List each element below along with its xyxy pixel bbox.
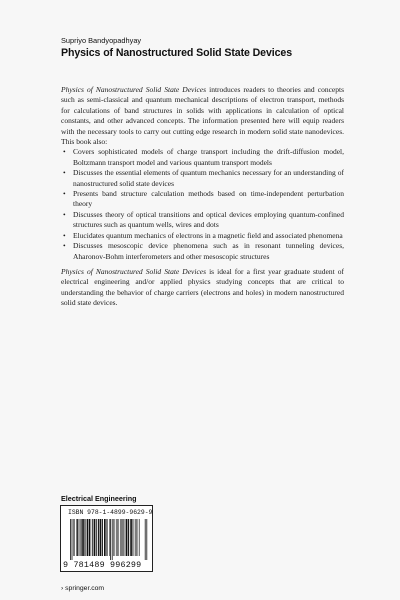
author-name: Supriyo Bandyopadhyay bbox=[61, 36, 142, 45]
barcode-bar bbox=[81, 519, 82, 556]
bullet-icon: • bbox=[63, 147, 66, 157]
barcode-bar bbox=[91, 519, 92, 556]
closing-text: is ideal for a first year graduate student of electrical engineering and/or applied physics studying concepts that are critical to understanding the behavior of charge carriers (electrons and holes) in modern nanostructured solid state devices. bbox=[61, 266, 344, 308]
barcode-bar bbox=[89, 519, 90, 556]
closing-book-title: Physics of Nanostructured Solid State Devices bbox=[61, 266, 207, 276]
list-item-text: Discusses the essential elements of quantum mechanics necessary for an understanding of nanostructured solid state devices bbox=[73, 168, 344, 188]
intro-text: introduces readers to theories and concepts such as semi-classical and quantum mechanical descriptions of electron transport, methods for calculations of band structures in solids with applications in calculation of optical constants, and other advanced concepts. The information presented here will equip readers with the necessary tools to carry out cutting edge research in modern solid state nanodevices. This book also: bbox=[61, 85, 344, 147]
barcode-bar bbox=[84, 519, 85, 556]
barcode-bar bbox=[110, 519, 111, 560]
list-item-text: Discusses theory of optical transitions and optical devices employing quantum-confined structures such as quantum wells, wires and dots bbox=[73, 209, 344, 230]
book-title: Physics of Nanostructured Solid State Devices bbox=[61, 47, 292, 59]
barcode-bar bbox=[74, 519, 75, 556]
barcode-bar bbox=[107, 519, 108, 556]
barcode-bar bbox=[133, 519, 134, 556]
barcode-bar bbox=[70, 519, 71, 560]
barcode-bar bbox=[106, 519, 107, 556]
barcode-bar bbox=[109, 519, 110, 556]
barcode-bar bbox=[100, 519, 102, 556]
barcode-bar bbox=[126, 519, 128, 556]
barcode-bar bbox=[134, 519, 135, 556]
subject-category: Electrical Engineering bbox=[61, 494, 137, 503]
barcode-bar bbox=[136, 519, 137, 556]
barcode-bar bbox=[82, 519, 84, 556]
list-item-text: Discusses mesoscopic device phenomena such as in resonant tunneling devices, Aharonov-Bohm interferometers and other mesoscopic structures bbox=[73, 241, 344, 261]
barcode-bar bbox=[72, 519, 73, 560]
barcode-bar bbox=[117, 519, 118, 556]
barcode-bar bbox=[112, 519, 113, 560]
barcode-bar bbox=[130, 519, 132, 556]
list-item bbox=[61, 189, 344, 210]
bullet-icon: • bbox=[63, 168, 66, 178]
feature-list bbox=[61, 147, 344, 261]
barcode-bar bbox=[77, 519, 78, 556]
ean-number: 9 781489 996299 bbox=[63, 560, 142, 570]
publisher-website: › springer.com bbox=[61, 585, 105, 592]
list-item-text: Presents band structure calculation methods based on time-independent perturbation theory bbox=[73, 189, 344, 209]
barcode-block bbox=[60, 505, 153, 572]
barcode-bar bbox=[146, 519, 147, 560]
barcode-bar bbox=[96, 519, 97, 556]
bullet-icon: • bbox=[63, 209, 66, 219]
closing-paragraph bbox=[61, 267, 344, 309]
barcode-bar bbox=[139, 519, 140, 556]
barcode-bar bbox=[87, 519, 89, 556]
barcode-bar bbox=[115, 519, 116, 556]
barcode-bar bbox=[135, 519, 136, 556]
barcode-bar bbox=[113, 519, 114, 556]
bullet-icon: • bbox=[63, 230, 66, 240]
bullet-icon: • bbox=[63, 189, 66, 199]
barcode-bar bbox=[128, 519, 129, 556]
list-item bbox=[61, 231, 344, 241]
list-item bbox=[61, 241, 344, 262]
barcode-bar bbox=[73, 519, 74, 556]
list-item bbox=[61, 147, 344, 168]
isbn-text: ISBN 978-1-4899-9629-9 bbox=[68, 509, 153, 516]
barcode-bar bbox=[138, 519, 139, 556]
barcode-bar bbox=[116, 519, 117, 556]
list-item bbox=[61, 210, 344, 231]
barcode-bar bbox=[102, 519, 103, 556]
barcode-bar bbox=[119, 519, 120, 556]
barcode-icon bbox=[70, 519, 148, 560]
barcode-bar bbox=[145, 519, 146, 560]
list-item-text: Elucidates quantum mechanics of electrons in a magnetic field and associated phenomena bbox=[73, 230, 343, 240]
barcode-bar bbox=[120, 519, 121, 556]
description bbox=[61, 85, 344, 309]
barcode-bar bbox=[104, 519, 106, 556]
barcode-bar bbox=[125, 519, 126, 556]
list-item-text: Covers sophisticated models of charge transport including the drift-diffusion model, Boltzmann transport model and various quantum transport models bbox=[73, 147, 344, 167]
barcode-bar bbox=[94, 519, 95, 556]
intro-paragraph bbox=[61, 85, 344, 147]
barcode-bar bbox=[92, 519, 93, 556]
barcode-bar bbox=[79, 519, 80, 556]
barcode-bar bbox=[121, 519, 122, 556]
list-item bbox=[61, 168, 344, 189]
barcode-bar bbox=[122, 519, 123, 556]
barcode-bar bbox=[76, 519, 77, 556]
barcode-bar bbox=[98, 519, 99, 556]
bullet-icon: • bbox=[63, 241, 66, 251]
intro-book-title: Physics of Nanostructured Solid State Devices bbox=[61, 85, 207, 94]
